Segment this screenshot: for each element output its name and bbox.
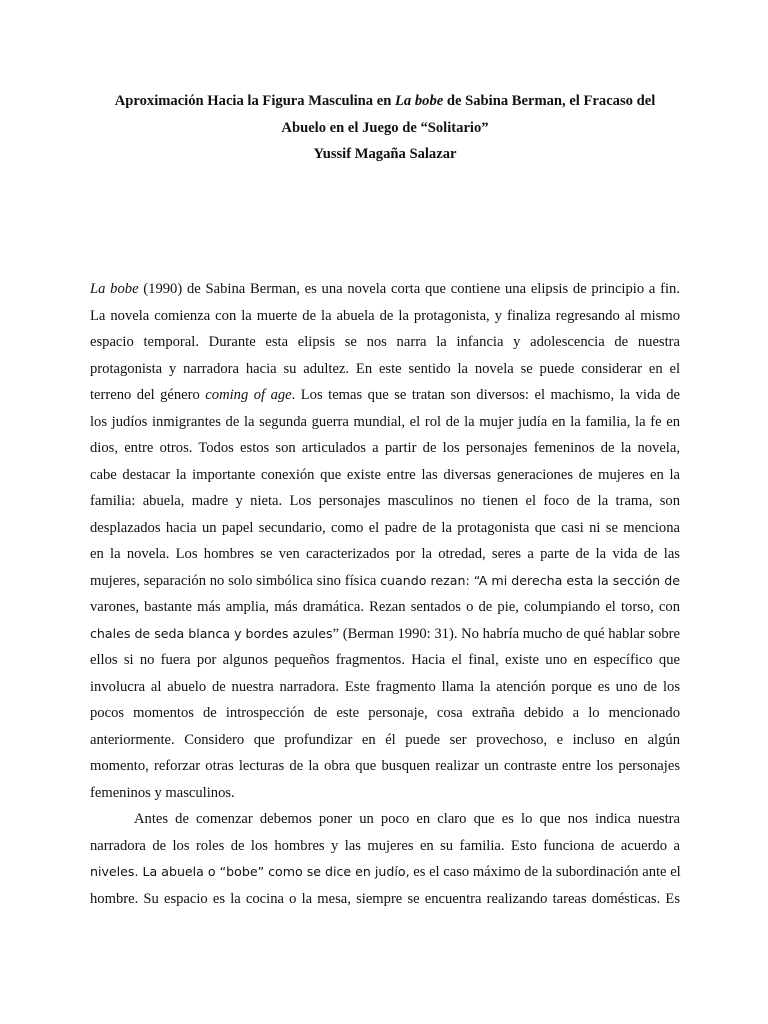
title-line-1-pre: Aproximación Hacia la Figura Masculina en <box>114 93 395 109</box>
italic-title: La bobe <box>90 281 139 297</box>
text-line: hombre. Su espacio es la cocina o la mesa, siempre se encuentra realizando tareas domésticas. Es <box>90 890 680 907</box>
text-line <box>90 382 680 409</box>
text-line: ellos si no fuera por algunos pequeños fragmentos. Hacia el final, existe uno en específico que <box>90 652 680 668</box>
text-line: dios, entre otros. Todos estos son articulados a partir de los personajes femeninos de la novela, <box>90 440 680 456</box>
text-line <box>90 859 680 886</box>
text-line: espacio temporal. Durante esta elipsis se nos narra la infancia y adolescencia de nuestra <box>90 334 680 350</box>
paragraph-2 <box>90 806 680 912</box>
paragraph-1 <box>90 276 680 806</box>
quote-span: niveles. La abuela o “bobe” como se dice en judío, <box>90 864 410 879</box>
text-span: es el caso máximo de la subordinación ante el <box>409 864 681 880</box>
text-line: los judíos inmigrantes de la segunda guerra mundial, el rol de la mujer judía en la familia, la fe en <box>90 413 680 430</box>
text-line <box>90 276 680 303</box>
body-text <box>90 276 680 912</box>
title-line-2: Abuelo en el Juego de “Solitario” <box>281 119 489 136</box>
text-line: femeninos y masculinos. <box>90 784 235 801</box>
title-line-1 <box>90 88 680 115</box>
text-line: desplazados hacia un papel secundario, como el padre de la protagonista que casi ni se menciona <box>90 519 680 536</box>
text-line: varones, bastante más amplia, más dramática. Rezan sentados o de pie, columpiando el torso, con <box>90 599 680 615</box>
text-span: . Los temas que se tratan son diversos: el machismo, la vida de <box>291 387 680 403</box>
text-line: familia: abuela, madre y nieta. Los personajes masculinos no tienen el foco de la trama, son <box>90 493 680 509</box>
text-span: ” (Berman 1990: 31). No habría mucho de qué hablar sobre <box>332 625 680 642</box>
text-line <box>90 568 680 595</box>
text-span: mujeres, separación no solo simbólica sino física <box>90 572 381 589</box>
text-line: involucra al abuelo de nuestra narradora. Este fragmento llama la atención porque es uno de los <box>90 678 680 695</box>
text-line: narradora de los roles de los hombres y las mujeres en su familia. Esto funciona de acuerdo a <box>90 837 680 854</box>
text-span: terreno del género <box>90 387 206 403</box>
text-line: protagonista y narradora hacia su adultez. En este sentido la novela se puede considerar en el <box>90 360 680 377</box>
text-line: La novela comienza con la muerte de la abuela de la protagonista, y finaliza regresando al mismo <box>90 307 680 324</box>
quote-span: cuando rezan: “A mi derecha esta la sección de <box>380 572 680 588</box>
text-line: anteriormente. Considero que profundizar en él puede ser provechoso, e incluso en algún <box>90 731 680 748</box>
text-span: (1990) de Sabina Berman, es una novela corta que contiene una elipsis de principio a fin. <box>138 281 680 297</box>
italic-term: coming of age <box>205 387 292 403</box>
title-block <box>90 88 680 168</box>
text-line: cabe destacar la importante conexión que existe entre las diversas generaciones de mujeres en la <box>90 466 680 483</box>
text-line <box>90 621 680 648</box>
quote-span: chales de seda blanca y bordes azules <box>90 625 333 641</box>
text-line: momento, reforzar otras lecturas de la obra que busquen realizar un contraste entre los personajes <box>90 758 680 774</box>
text-line: Antes de comenzar debemos poner un poco en claro que es lo que nos indica nuestra <box>134 811 680 827</box>
text-line: pocos momentos de introspección de este personaje, cosa extraña debido a lo mencionado <box>90 705 680 721</box>
author-name: Yussif Magaña Salazar <box>313 146 457 162</box>
text-line: en la novela. Los hombres se ven caracterizados por la otredad, seres a parte de la vida de las <box>90 546 680 562</box>
title-line-1-post: de Sabina Berman, el Fracaso del <box>443 93 656 109</box>
title-line-1-italic: La bobe <box>395 93 444 109</box>
